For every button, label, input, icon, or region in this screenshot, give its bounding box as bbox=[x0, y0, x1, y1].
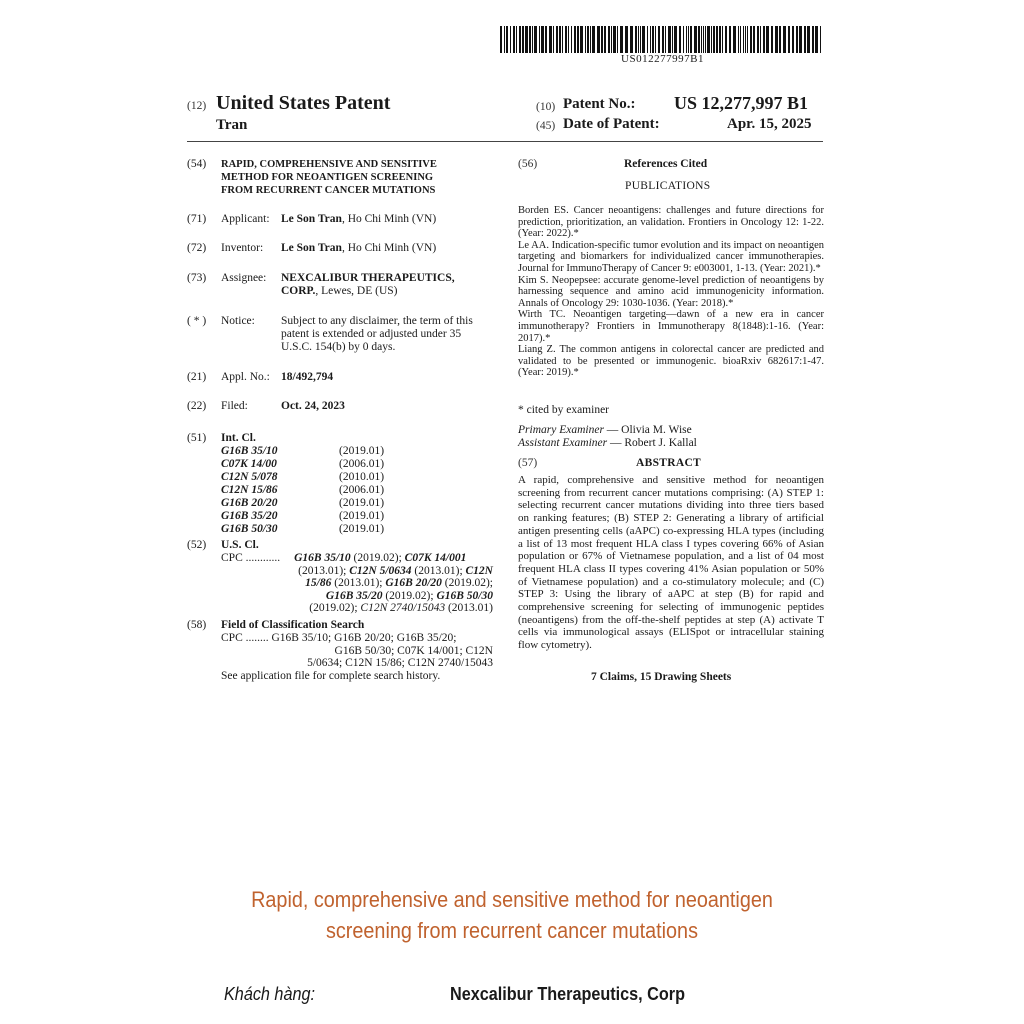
notice-text: U.S.C. 154(b) by 0 days. bbox=[281, 341, 396, 353]
int-cl-row: C12N 15/86 (2006.01) bbox=[221, 484, 385, 496]
barcode-bar bbox=[640, 26, 641, 53]
abstract-heading: ABSTRACT bbox=[636, 457, 702, 469]
barcode-bar bbox=[705, 26, 706, 53]
barcode-bar bbox=[506, 26, 508, 53]
barcode-bar bbox=[500, 26, 502, 53]
date-value: Apr. 15, 2025 bbox=[727, 116, 812, 132]
barcode-bar bbox=[750, 26, 752, 53]
applicant-location: , Ho Chi Minh (VN) bbox=[341, 213, 437, 225]
barcode-bar bbox=[525, 26, 528, 53]
barcode-bar bbox=[662, 26, 664, 53]
barcode-bar bbox=[713, 26, 715, 53]
footer-title-line: screening from recurrent cancer mutations bbox=[326, 918, 698, 943]
barcode-bar bbox=[694, 26, 697, 53]
barcode-bar bbox=[553, 26, 554, 53]
barcode-bar bbox=[719, 26, 721, 53]
inventor-short: Tran bbox=[216, 117, 248, 133]
barcode-bar bbox=[522, 26, 524, 53]
applicant-label: Applicant: bbox=[221, 213, 270, 225]
code: (52) bbox=[187, 539, 207, 551]
abstract-text: A rapid, comprehensive and sensitive method for neoantigen screening from recurrent cancer mutations comprising: (A) STEP 1: selecting recurrent cancer mutations dividing into three tiers based on ranking features; (B) STEP 2: Generating a library of artificial antigen presenting cells (aAPC) co-expressing HLA types (including a list of 13 most frequent HLA class I types covering 66% of Asian population or 67% of Vietnamese population, and a list of 04 most frequent HLA class II types covering 41% Asian population or 50% of Vietnamese population) and a co-stimulatory molecule; and (C) STEP 3: Using the library of aAPC at step (B) for rapid and comprehensive screening for selecting of immunogenic peptides (neoantigens) from the off-the-shelf peptides at step (A) activate T cells via immunological assays (ELISpot or intracellular staining flow cytometry). bbox=[518, 474, 824, 652]
barcode-bar bbox=[665, 26, 666, 53]
assignee-name-suffix: CORP. bbox=[281, 285, 316, 297]
barcode-bar bbox=[799, 26, 802, 53]
barcode-bar bbox=[804, 26, 806, 53]
barcode-bar bbox=[740, 26, 741, 53]
barcode-bar bbox=[686, 26, 687, 53]
barcode-bar bbox=[783, 26, 786, 53]
section-58 bbox=[187, 619, 497, 689]
filed-label: Filed: bbox=[221, 400, 248, 412]
invention-title-line: METHOD FOR NEOANTIGEN SCREENING bbox=[221, 172, 434, 183]
code: (58) bbox=[187, 619, 207, 631]
claims-summary: 7 Claims, 15 Drawing Sheets bbox=[591, 671, 732, 683]
barcode-bar bbox=[711, 26, 712, 53]
barcode-bar bbox=[510, 26, 511, 53]
footer-title-line: Rapid, comprehensive and sensitive method for neoantigen bbox=[251, 887, 773, 912]
barcode-bar bbox=[763, 26, 765, 53]
barcode-bar bbox=[647, 26, 648, 53]
inventor-name: Le Son Tran bbox=[281, 242, 342, 254]
code: (73) bbox=[187, 272, 207, 284]
patent-type-code: (12) bbox=[187, 100, 207, 112]
field-search-body: CPC ........ G16B 35/10; G16B 20/20; G16B 35/20; G16B 50/30; C07K 14/001; C12N 5/0634; C12N 15/86; C12N 2740/15043 See application file for complete search history. bbox=[221, 632, 493, 682]
us-cl-body: CPC ............ G16B 35/10 (2019.02); C07K 14/001 (2013.01); C12N 5/0634 (2013.01); C12N 15/86 (2013.01); G16B 20/20 (2019.02); G16B 35/20 (2019.02); G16B 50/30 (2019.02); C12N 2740/15043 (2013.01) bbox=[221, 552, 493, 614]
barcode-bar bbox=[658, 26, 660, 53]
barcode-bar bbox=[652, 26, 654, 53]
barcode-bar bbox=[775, 26, 778, 53]
field-search-label: Field of Classification Search bbox=[221, 619, 365, 631]
int-cl-row: G16B 35/10 (2019.01) bbox=[221, 445, 385, 457]
barcode-bar bbox=[701, 26, 702, 53]
barcode-bar bbox=[743, 26, 744, 53]
barcode-bar bbox=[745, 26, 746, 53]
barcode-bar bbox=[532, 26, 533, 53]
notice-label: Notice: bbox=[221, 315, 255, 327]
notice-text: patent is extended or adjusted under 35 bbox=[281, 328, 462, 340]
notice-text: Subject to any disclaimer, the term of this bbox=[281, 315, 473, 327]
barcode-bar bbox=[668, 26, 671, 53]
barcode-bar bbox=[812, 26, 814, 53]
barcode-bar bbox=[638, 26, 639, 53]
assignee-name: NEXCALIBUR THERAPEUTICS, bbox=[281, 272, 455, 284]
barcode-bar bbox=[590, 26, 591, 53]
appl-no-label: Appl. No.: bbox=[221, 371, 270, 383]
barcode-bar bbox=[613, 26, 616, 53]
barcode-bar bbox=[722, 26, 723, 53]
barcode-bar bbox=[674, 26, 677, 53]
date-label: Date of Patent: bbox=[563, 116, 660, 132]
invention-title-line: RAPID, COMPREHENSIVE AND SENSITIVE bbox=[221, 159, 437, 170]
section-51 bbox=[187, 432, 497, 542]
barcode-bar bbox=[766, 26, 769, 53]
barcode-bar bbox=[779, 26, 781, 53]
barcode-bar bbox=[703, 26, 704, 53]
barcode-bar bbox=[716, 26, 718, 53]
barcode-bar bbox=[698, 26, 700, 53]
barcode-bar bbox=[747, 26, 748, 53]
barcode-number: US012277997B1 bbox=[621, 53, 704, 65]
barcode-bar bbox=[529, 26, 531, 53]
references-list bbox=[518, 205, 824, 379]
barcode-bar bbox=[562, 26, 563, 53]
publications-heading: PUBLICATIONS bbox=[625, 180, 711, 192]
barcode-bar bbox=[625, 26, 628, 53]
inventor-location: , Ho Chi Minh (VN) bbox=[341, 242, 437, 254]
barcode-bar bbox=[608, 26, 610, 53]
int-cl-row: G16B 50/30 (2019.01) bbox=[221, 523, 385, 535]
barcode-bar bbox=[620, 26, 623, 53]
cited-by-examiner: * cited by examiner bbox=[518, 404, 610, 416]
int-cl-row: G16B 35/20 (2019.01) bbox=[221, 510, 385, 522]
reference-item: Kim S. Neopepsee: accurate genome-level prediction of neoantigens by harnessing sequence and amino acid immunogenicity information. Annals of Oncology 29: 1030-1036. (Year: 2018).* bbox=[518, 274, 824, 309]
barcode-bar bbox=[725, 26, 727, 53]
barcode-bar bbox=[753, 26, 755, 53]
assignee-label: Assignee: bbox=[221, 272, 267, 284]
barcode-bar bbox=[757, 26, 759, 53]
barcode-bar bbox=[707, 26, 710, 53]
patent-no-value: US 12,277,997 B1 bbox=[674, 93, 809, 113]
code: (72) bbox=[187, 242, 207, 254]
barcode-bar bbox=[630, 26, 633, 53]
barcode-bar bbox=[534, 26, 537, 53]
invention-title-line: FROM RECURRENT CANCER MUTATIONS bbox=[221, 185, 436, 196]
barcode-bar bbox=[815, 26, 818, 53]
barcode-bar bbox=[568, 26, 569, 53]
barcode-bar bbox=[541, 26, 544, 53]
patent-title: United States Patent bbox=[216, 92, 391, 114]
inventor-label: Inventor: bbox=[221, 242, 264, 254]
barcode-bar bbox=[513, 26, 515, 53]
barcode-bar bbox=[729, 26, 731, 53]
code: (51) bbox=[187, 432, 207, 444]
refs-code: (56) bbox=[518, 158, 538, 170]
int-cl-row: G16B 20/20 (2019.01) bbox=[221, 497, 385, 509]
int-cl-row: C07K 14/00 (2006.01) bbox=[221, 458, 385, 470]
barcode-bar bbox=[655, 26, 656, 53]
barcode-bar bbox=[504, 26, 505, 53]
reference-item: Le AA. Indication-specific tumor evolution and its impact on neoantigen targeting and biomarkers for individualized cancer immunotherapies. Journal for ImmunoTherapy of Cancer 9: e003001, 1-13. (Year: 2021).* bbox=[518, 239, 824, 274]
assignee-location: , Lewes, DE (US) bbox=[315, 285, 398, 297]
barcode-bar bbox=[559, 26, 561, 53]
barcode-bar bbox=[760, 26, 761, 53]
barcode-bar bbox=[574, 26, 576, 53]
barcode-bar bbox=[545, 26, 547, 53]
barcode-bar bbox=[820, 26, 821, 53]
barcode-bar bbox=[738, 26, 739, 53]
barcode-bar bbox=[690, 26, 692, 53]
appl-no-value: 18/492,794 bbox=[281, 371, 334, 383]
barcode-bar bbox=[679, 26, 681, 53]
reference-item: Liang Z. The common antigens in colorectal cancer are predicted and validated to be presented or immunogenic. bioaRxiv 682617:1-47. (Year: 2019).* bbox=[518, 344, 824, 379]
barcode-bar bbox=[792, 26, 794, 53]
barcode-bar bbox=[601, 26, 603, 53]
barcode-bar bbox=[516, 26, 517, 53]
header-divider bbox=[187, 141, 823, 142]
code: (54) bbox=[187, 158, 207, 170]
patent-no-code: (10) bbox=[536, 101, 556, 113]
barcode-bar bbox=[539, 26, 540, 53]
barcode-bar bbox=[683, 26, 684, 53]
barcode-bar bbox=[650, 26, 651, 53]
barcode-bar bbox=[571, 26, 572, 53]
filed-value: Oct. 24, 2023 bbox=[281, 400, 345, 412]
barcode-bar bbox=[796, 26, 798, 53]
code: (22) bbox=[187, 400, 207, 412]
int-cl-row: C12N 5/078 (2010.01) bbox=[221, 471, 385, 483]
client-value: Nexcalibur Therapeutics, Corp bbox=[450, 984, 685, 1004]
barcode-bar bbox=[688, 26, 689, 53]
barcode-bar bbox=[788, 26, 790, 53]
code: ( * ) bbox=[187, 315, 207, 327]
footer-title bbox=[51, 884, 973, 946]
barcode-bar bbox=[672, 26, 673, 53]
refs-heading: References Cited bbox=[624, 158, 708, 170]
barcode-bar bbox=[635, 26, 637, 53]
int-cl-label: Int. Cl. bbox=[221, 432, 256, 444]
barcode-bar bbox=[577, 26, 579, 53]
abstract-code: (57) bbox=[518, 457, 538, 469]
reference-item: Borden ES. Cancer neoantigens: challenges and future directions for prediction, prioritization, an validation. Frontiers in Oncology 12: 1-22. (Year: 2022).* bbox=[518, 205, 824, 240]
applicant-name: Le Son Tran bbox=[281, 213, 342, 225]
barcode-bar bbox=[587, 26, 589, 53]
reference-item: Wirth TC. Neoantigen targeting—dawn of a new era in cancer immunotherapy? Frontiers in Immunotherapy 8(1848):1-16. (Year: 2017).* bbox=[518, 309, 824, 344]
barcode-bar bbox=[585, 26, 586, 53]
barcode-bar bbox=[771, 26, 773, 53]
barcode-bar bbox=[733, 26, 736, 53]
barcode bbox=[500, 26, 825, 53]
barcode-bar bbox=[592, 26, 595, 53]
code: (21) bbox=[187, 371, 207, 383]
barcode-bar bbox=[580, 26, 583, 53]
barcode-bar bbox=[597, 26, 600, 53]
barcode-bar bbox=[611, 26, 612, 53]
patent-no-label: Patent No.: bbox=[563, 96, 636, 112]
barcode-bar bbox=[604, 26, 606, 53]
code: (71) bbox=[187, 213, 207, 225]
barcode-bar bbox=[556, 26, 558, 53]
barcode-bar bbox=[807, 26, 810, 53]
barcode-bar bbox=[565, 26, 567, 53]
barcode-bar bbox=[519, 26, 521, 53]
client-label: Khách hàng: bbox=[224, 984, 315, 1004]
barcode-bar bbox=[549, 26, 552, 53]
primary-examiner: Primary Examiner — Olivia M. Wise bbox=[518, 424, 692, 436]
section-52 bbox=[187, 539, 497, 619]
us-cl-label: U.S. Cl. bbox=[221, 539, 259, 551]
assistant-examiner: Assistant Examiner — Robert J. Kallal bbox=[518, 437, 697, 449]
date-code: (45) bbox=[536, 120, 556, 132]
barcode-bar bbox=[642, 26, 645, 53]
barcode-bar bbox=[617, 26, 618, 53]
